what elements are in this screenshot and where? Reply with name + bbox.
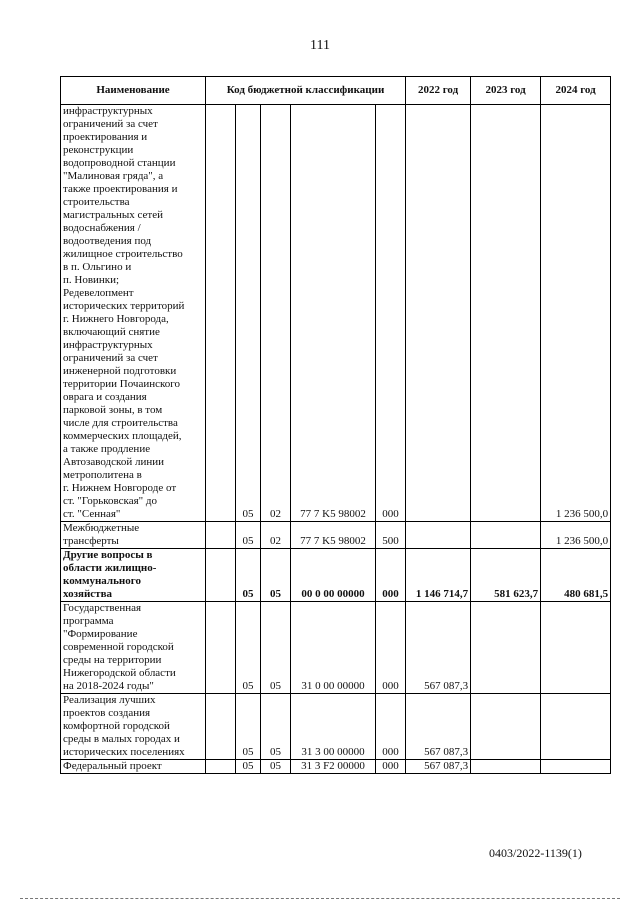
header-code: Код бюджетной классификации <box>206 77 406 105</box>
header-2024: 2024 год <box>541 77 611 105</box>
budget-table <box>60 76 611 774</box>
cell-section: 05 <box>236 694 261 760</box>
cell-2023 <box>471 522 541 549</box>
cell-2022 <box>406 522 471 549</box>
cell-section: 05 <box>236 105 261 522</box>
cell-2022: 567 087,3 <box>406 694 471 760</box>
cell-section: 05 <box>236 602 261 694</box>
cell-2024: 1 236 500,0 <box>541 522 611 549</box>
cell-2022: 567 087,3 <box>406 760 471 774</box>
cell-target-article: 31 3 F2 00000 <box>291 760 376 774</box>
cell-expense-type: 000 <box>376 105 406 522</box>
cell-expense-type: 000 <box>376 549 406 602</box>
cell-expense-type: 000 <box>376 760 406 774</box>
cell-spacer <box>206 549 236 602</box>
cell-name: Реализация лучших проектов создания комфортной городской среды в малых городах и исторических поселениях <box>61 694 206 760</box>
table-row <box>61 760 611 774</box>
cell-2023 <box>471 760 541 774</box>
cell-name: Межбюджетные трансферты <box>61 522 206 549</box>
document-code: 0403/2022-1139(1) <box>489 846 582 860</box>
cell-subsection: 05 <box>261 694 291 760</box>
cell-2022: 567 087,3 <box>406 602 471 694</box>
table-row <box>61 694 611 760</box>
page-number: 111 <box>310 38 330 53</box>
cell-target-article: 77 7 K5 98002 <box>291 105 376 522</box>
table-row <box>61 105 611 522</box>
header-2022: 2022 год <box>406 77 471 105</box>
cell-expense-type: 000 <box>376 602 406 694</box>
cell-subsection: 02 <box>261 522 291 549</box>
cell-2022: 1 146 714,7 <box>406 549 471 602</box>
cell-spacer <box>206 602 236 694</box>
cell-spacer <box>206 694 236 760</box>
cell-2024: 1 236 500,0 <box>541 105 611 522</box>
cell-2024 <box>541 694 611 760</box>
cell-name: инфраструктурных ограничений за счет проектирования и реконструкции водопроводной станции "Малиновая гряда", а также проектирования и строительства магистральных сетей водоснабжения / водоотведения под жилищное строительство в п. Ольгино и п. Новинки; Редевелопмент исторических территорий г. Нижнего Новгорода, включающий снятие инфраструктурных ограничений за счет инженерной подготовки территории Почаинского оврага и создания парковой зоны, в том числе для строительства коммерческих площадей, а также продление Автозаводской линии метрополитена в г. Нижнем Новгороде от ст. "Горьковская" до ст. "Сенная" <box>61 105 206 522</box>
page-edge-line <box>20 898 620 899</box>
table-header-row <box>61 77 611 105</box>
cell-expense-type: 500 <box>376 522 406 549</box>
cell-target-article: 31 0 00 00000 <box>291 602 376 694</box>
header-2023: 2023 год <box>471 77 541 105</box>
cell-2023: 581 623,7 <box>471 549 541 602</box>
table-row <box>61 549 611 602</box>
cell-name: Государственная программа "Формирование современной городской среды на территории Нижегородской области на 2018-2024 годы" <box>61 602 206 694</box>
cell-section: 05 <box>236 522 261 549</box>
cell-subsection: 05 <box>261 602 291 694</box>
cell-spacer <box>206 760 236 774</box>
cell-target-article: 31 3 00 00000 <box>291 694 376 760</box>
cell-subsection: 05 <box>261 549 291 602</box>
cell-2023 <box>471 105 541 522</box>
cell-2023 <box>471 602 541 694</box>
cell-expense-type: 000 <box>376 694 406 760</box>
cell-subsection: 02 <box>261 105 291 522</box>
cell-target-article: 00 0 00 00000 <box>291 549 376 602</box>
cell-2024: 480 681,5 <box>541 549 611 602</box>
table-row <box>61 522 611 549</box>
cell-2024 <box>541 760 611 774</box>
cell-2024 <box>541 602 611 694</box>
cell-name: Федеральный проект <box>61 760 206 774</box>
cell-section: 05 <box>236 760 261 774</box>
cell-2022 <box>406 105 471 522</box>
cell-subsection: 05 <box>261 760 291 774</box>
cell-spacer <box>206 522 236 549</box>
cell-section: 05 <box>236 549 261 602</box>
cell-name: Другие вопросы в области жилищно- коммунального хозяйства <box>61 549 206 602</box>
cell-2023 <box>471 694 541 760</box>
header-name: Наименование <box>61 77 206 105</box>
cell-spacer <box>206 105 236 522</box>
table-row <box>61 602 611 694</box>
cell-target-article: 77 7 K5 98002 <box>291 522 376 549</box>
